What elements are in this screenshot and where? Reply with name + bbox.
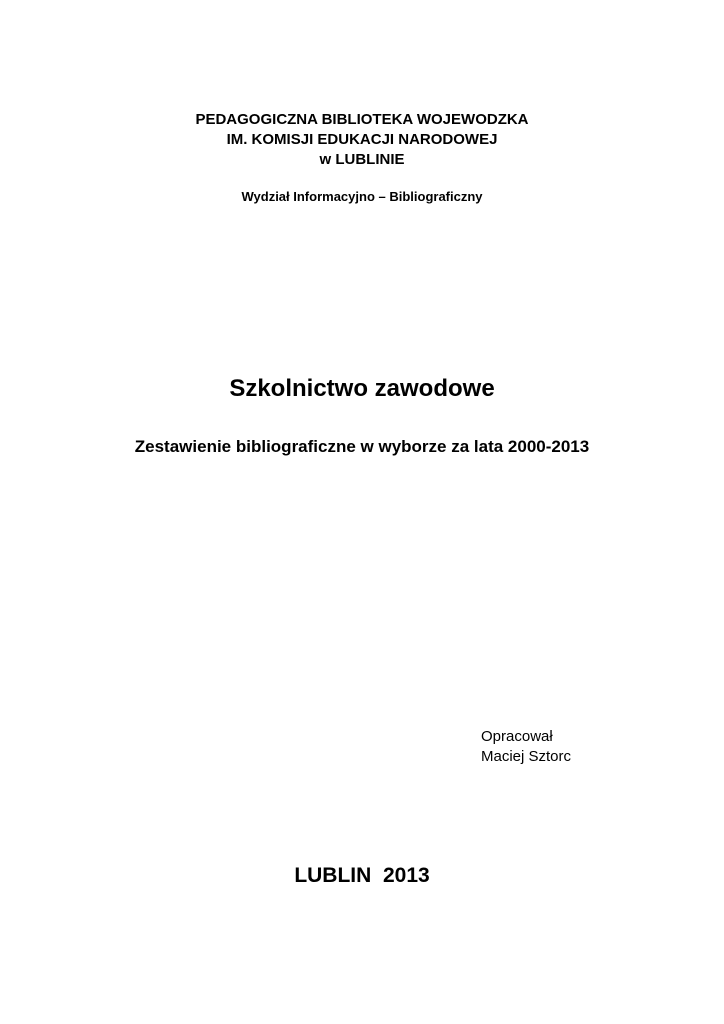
institution-name-line-2: IM. KOMISJI EDUKACJI NARODOWEJ [226, 131, 498, 148]
institution-city-line: w LUBLINIE [319, 151, 405, 168]
department-name: Wydział Informacyjno – Bibliograficzny [241, 189, 483, 204]
place-and-year: LUBLIN 2013 [294, 864, 430, 887]
author-block [481, 727, 571, 767]
author-label: Opracował [481, 728, 553, 745]
institution-name-line-1: PEDAGOGICZNA BIBLIOTEKA WOJEWODZKA [195, 111, 529, 128]
document-title: Szkolnictwo zawodowe [229, 375, 495, 402]
document-subtitle: Zestawienie bibliograficzne w wyborze za lata 2000-2013 [134, 437, 590, 456]
author-name: Maciej Sztorc [481, 748, 572, 765]
institution-header [0, 110, 724, 170]
